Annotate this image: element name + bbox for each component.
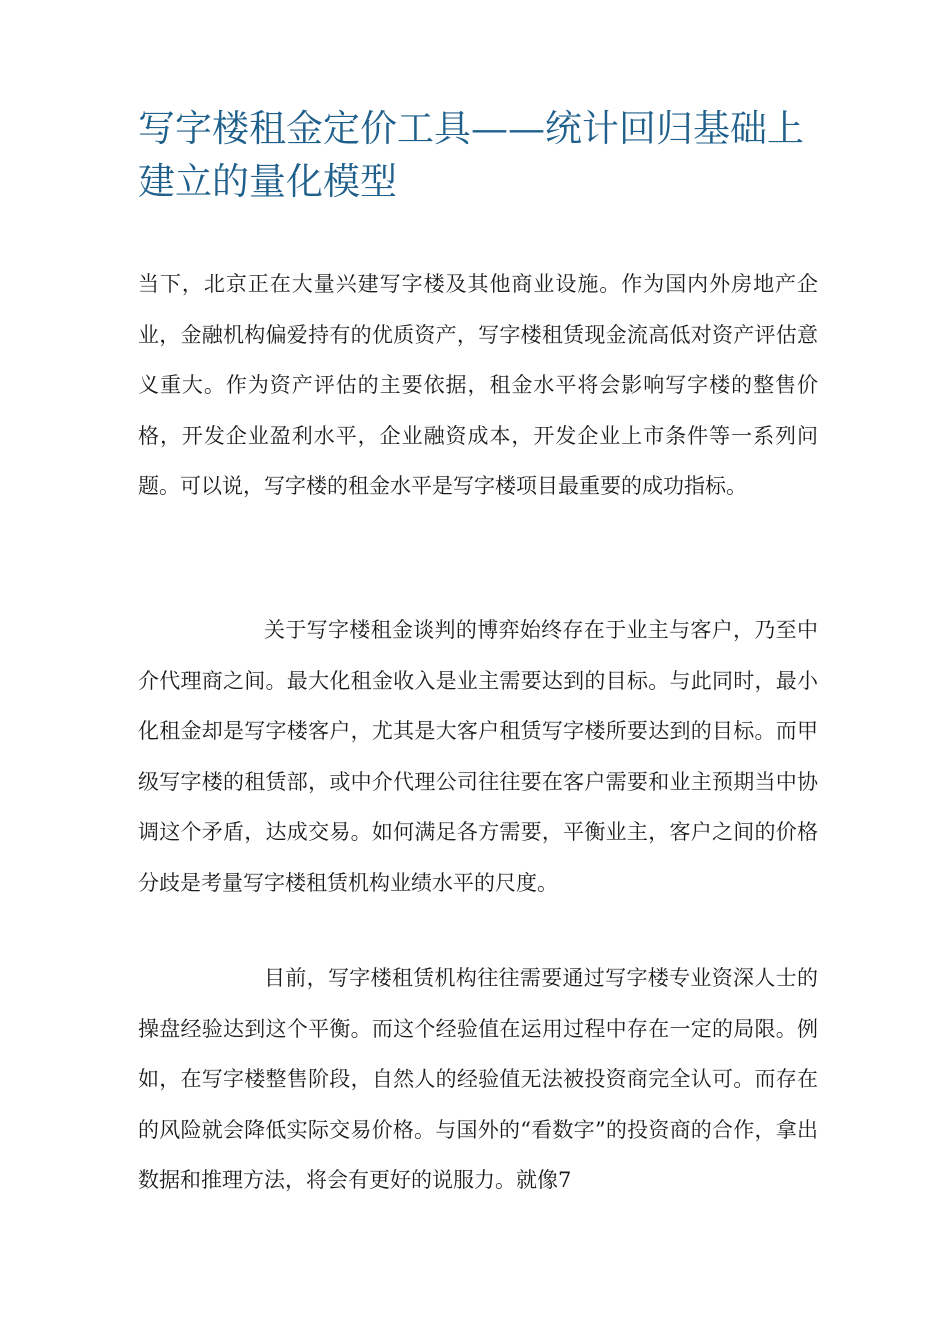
paragraph-3: 目前，写字楼租赁机构往往需要通过写字楼专业资深人士的操盘经验达到这个平衡。而这个经验值在运用过程中存在一定的局限。例如，在写字楼整售阶段，自然人的经验值无法被投资商完全认可。而存在的风险就会降低实际交易价格。与国外的“看数字”的投资商的合作，拿出数据和推理方法，将会有更好的说服力。就像7 xyxy=(138,966,818,1192)
paragraph-2: 关于写字楼租金谈判的博弈始终存在于业主与客户，乃至中介代理商之间。最大化租金收入是业主需要达到的目标。与此同时，最小化租金却是写字楼客户，尤其是大客户租赁写字楼所要达到的目标。而甲级写字楼的租赁部，或中介代理公司往往要在客户需要和业主预期当中协调这个矛盾，达成交易。如何满足各方需要，平衡业主，客户之间的价格分歧是考量写字楼租赁机构业绩水平的尺度。 xyxy=(138,618,818,895)
document-title: 写字楼租金定价工具——统计回归基础上建立的量化模型 xyxy=(138,107,804,203)
paragraph-1: 当下，北京正在大量兴建写字楼及其他商业设施。作为国内外房地产企业，金融机构偏爱持有的优质资产，写字楼租赁现金流高低对资产评估意义重大。作为资产评估的主要依据，租金水平将会影响写字楼的整售价格，开发企业盈利水平，企业融资成本，开发企业上市条件等一系列问题。可以说，写字楼的租金水平是写字楼项目最重要的成功指标。 xyxy=(138,272,818,498)
